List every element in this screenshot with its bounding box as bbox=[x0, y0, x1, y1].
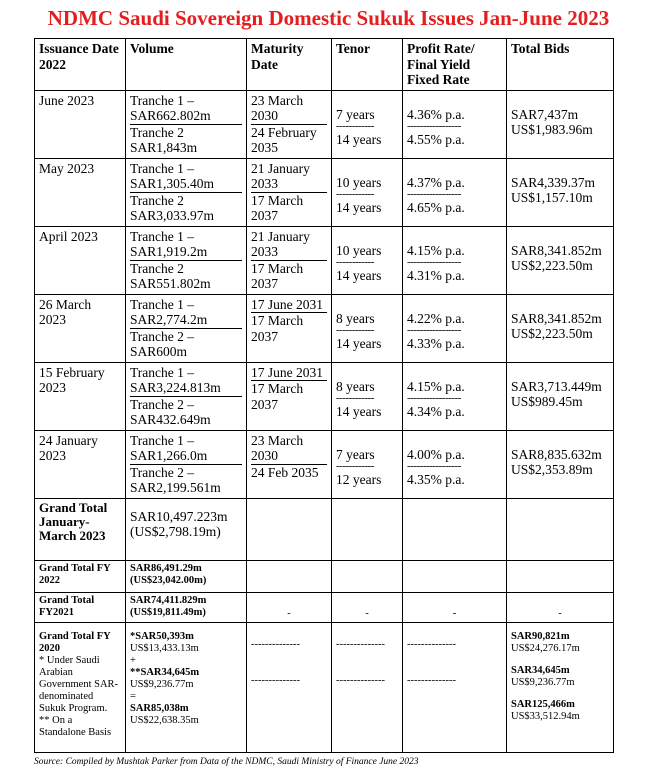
table-row bbox=[35, 430, 614, 498]
dash-line: -------------- bbox=[251, 674, 300, 686]
grand-total-2022-label: Grand Total FY 2022 bbox=[35, 560, 126, 592]
page-title: NDMC Saudi Sovereign Domestic Sukuk Issues Jan-June 2023 bbox=[47, 6, 610, 30]
volume-cell bbox=[126, 430, 247, 498]
grand-total-2020-label: Grand Total FY 2020 bbox=[39, 630, 111, 654]
volume-cell bbox=[126, 226, 247, 294]
dash-line: -------------- bbox=[251, 638, 300, 650]
profit-rate-cell bbox=[403, 90, 507, 158]
grand-total-2021-row bbox=[35, 592, 614, 622]
issuance-date: April 2023 bbox=[35, 226, 126, 294]
issuance-date: 24 January 2023 bbox=[35, 430, 126, 498]
grand-total-q1-value bbox=[126, 498, 247, 560]
profit-rate-cell bbox=[403, 430, 507, 498]
grand-total-2020-v2-sar: **SAR34,645m bbox=[130, 666, 200, 678]
maturity-cell bbox=[247, 362, 332, 430]
grand-total-2020-v1-sar: *SAR50,393m bbox=[130, 630, 194, 642]
grand-total-2021-maturity-dash: - bbox=[247, 592, 332, 622]
tranche-1-tenor: 10 years bbox=[336, 174, 382, 190]
tranche-1-rate: 4.37% p.a. bbox=[407, 174, 465, 190]
total-bids-usd: US$2,353.89m bbox=[511, 462, 593, 477]
grand-total-2022-value bbox=[126, 560, 247, 592]
tranche-2-tenor: 14 years bbox=[336, 268, 382, 283]
total-bids-cell bbox=[507, 362, 614, 430]
grand-total-2020-b1-sar: SAR90,821m bbox=[511, 630, 570, 642]
table-row bbox=[35, 294, 614, 362]
total-bids-usd: US$2,223.50m bbox=[511, 326, 593, 341]
profit-rate-cell bbox=[403, 226, 507, 294]
grand-total-2020-b1-usd: US$24,276.17m bbox=[511, 642, 580, 654]
tranche-2-rate: 4.65% p.a. bbox=[407, 200, 465, 215]
tranche-2-volume: Tranche 2 SAR3,033.97m bbox=[130, 192, 215, 223]
separator-line: ----------------- bbox=[407, 460, 461, 472]
tranche-1-maturity: 23 March 2030 bbox=[251, 93, 327, 125]
tenor-cell bbox=[332, 294, 403, 362]
grand-total-2020-plus: + bbox=[130, 654, 136, 666]
grand-total-q1-sar: SAR10,497.223m bbox=[130, 508, 228, 524]
total-bids-sar: SAR7,437m bbox=[511, 106, 579, 122]
grand-total-2021-sar: SAR74,411.829m bbox=[130, 594, 207, 606]
tranche-1-rate: 4.15% p.a. bbox=[407, 378, 465, 394]
maturity-cell bbox=[247, 294, 332, 362]
grand-total-2021-label: Grand Total FY2021 bbox=[35, 592, 126, 622]
table-row bbox=[35, 158, 614, 226]
issuance-date: 26 March 2023 bbox=[35, 294, 126, 362]
grand-total-2020-b3-usd: US$33,512.94m bbox=[511, 710, 580, 722]
grand-total-2020-b3-sar: SAR125,466m bbox=[511, 698, 575, 710]
tranche-1-volume: Tranche 1 – SAR3,224.813m bbox=[130, 365, 242, 397]
grand-total-2020-label-cell bbox=[35, 622, 126, 752]
header-profit-rate: Profit Rate/ Final Yield Fixed Rate bbox=[403, 39, 507, 91]
grand-total-2020-rate bbox=[403, 622, 507, 752]
total-bids-cell bbox=[507, 90, 614, 158]
volume-cell bbox=[126, 294, 247, 362]
tranche-1-maturity: 23 March 2030 bbox=[251, 433, 327, 465]
grand-total-2022-row bbox=[35, 560, 614, 592]
separator-line: ----------------- bbox=[407, 392, 461, 404]
grand-total-2020-note2: ** On a Standalone Basis bbox=[39, 714, 112, 738]
tranche-2-tenor: 14 years bbox=[336, 404, 382, 419]
profit-rate-cell bbox=[403, 294, 507, 362]
tranche-1-volume: Tranche 1 – SAR2,774.2m bbox=[130, 297, 242, 329]
table-row bbox=[35, 362, 614, 430]
tranche-1-tenor: 7 years bbox=[336, 106, 375, 122]
tranche-2-rate: 4.34% p.a. bbox=[407, 404, 465, 419]
tranche-2-maturity: 24 Feb 2035 bbox=[251, 464, 319, 480]
tenor-cell bbox=[332, 90, 403, 158]
tenor-cell bbox=[332, 158, 403, 226]
tenor-cell bbox=[332, 362, 403, 430]
dash-line: -------------- bbox=[407, 674, 456, 686]
tranche-2-rate: 4.33% p.a. bbox=[407, 336, 465, 351]
dash-line: -------------- bbox=[336, 674, 385, 686]
volume-cell bbox=[126, 158, 247, 226]
profit-rate-cell bbox=[403, 158, 507, 226]
table-row bbox=[35, 90, 614, 158]
tranche-1-rate: 4.15% p.a. bbox=[407, 242, 465, 258]
total-bids-cell bbox=[507, 226, 614, 294]
source-note: Source: Compiled by Mushtak Parker from Data of the NDMC, Saudi Ministry of Finance June 2023 bbox=[34, 757, 419, 767]
tranche-2-tenor: 14 years bbox=[336, 200, 382, 215]
tranche-2-rate: 4.31% p.a. bbox=[407, 268, 465, 283]
total-bids-sar: SAR8,341.852m bbox=[511, 242, 602, 258]
tranche-1-volume: Tranche 1 – SAR1,919.2m bbox=[130, 229, 242, 261]
maturity-cell bbox=[247, 226, 332, 294]
grand-total-2020-b2-usd: US$9,236.77m bbox=[511, 676, 575, 688]
grand-total-2020-bids bbox=[507, 622, 614, 752]
total-bids-usd: US$1,983.96m bbox=[511, 122, 593, 137]
dash-line: -------------- bbox=[407, 638, 456, 650]
grand-total-2020-v2-usd: US$9,236.77m bbox=[130, 678, 194, 690]
tranche-1-maturity: 21 January 2033 bbox=[251, 229, 327, 261]
tranche-2-maturity: 17 March 2037 bbox=[251, 313, 304, 344]
separator-line: ------------ bbox=[336, 120, 374, 132]
total-bids-usd: US$989.45m bbox=[511, 394, 583, 409]
maturity-cell bbox=[247, 90, 332, 158]
grand-total-2020-note1: * Under Saudi Arabian Government SAR-denominated Sukuk Program. bbox=[39, 654, 119, 714]
header-tenor: Tenor bbox=[332, 39, 403, 91]
grand-total-2020-v1-usd: US$13,433.13m bbox=[130, 642, 199, 654]
grand-total-2021-tenor-dash: - bbox=[332, 592, 403, 622]
header-total-bids: Total Bids bbox=[507, 39, 614, 91]
issuance-date: June 2023 bbox=[35, 90, 126, 158]
total-bids-cell bbox=[507, 430, 614, 498]
tranche-1-tenor: 8 years bbox=[336, 310, 375, 326]
grand-total-2020-v3-usd: US$22,638.35m bbox=[130, 714, 199, 726]
tranche-2-maturity: 17 March 2037 bbox=[251, 381, 304, 412]
total-bids-cell bbox=[507, 294, 614, 362]
tranche-2-volume: Tranche 2 SAR551.802m bbox=[130, 260, 211, 291]
tranche-1-maturity: 17 June 2031 bbox=[251, 297, 327, 314]
tranche-2-volume: Tranche 2 – SAR600m bbox=[130, 328, 194, 359]
issuance-date: 15 February 2023 bbox=[35, 362, 126, 430]
tranche-1-rate: 4.22% p.a. bbox=[407, 310, 465, 326]
total-bids-sar: SAR8,835.632m bbox=[511, 446, 602, 462]
tranche-1-volume: Tranche 1 – SAR1,305.40m bbox=[130, 161, 242, 193]
separator-line: ----------------- bbox=[407, 188, 461, 200]
tranche-2-rate: 4.55% p.a. bbox=[407, 132, 465, 147]
grand-total-2020-eq: = bbox=[130, 690, 136, 702]
tenor-cell bbox=[332, 226, 403, 294]
tranche-2-tenor: 14 years bbox=[336, 132, 382, 147]
tranche-1-volume: Tranche 1 – SAR1,266.0m bbox=[130, 433, 242, 465]
tranche-2-volume: Tranche 2 – SAR2,199.561m bbox=[130, 464, 221, 495]
tranche-1-rate: 4.00% p.a. bbox=[407, 446, 465, 462]
tranche-2-maturity: 17 March 2037 bbox=[251, 260, 304, 291]
grand-total-2021-bids-dash: - bbox=[507, 592, 614, 622]
grand-total-q1-row bbox=[35, 498, 614, 560]
grand-total-2021-rate-dash: - bbox=[403, 592, 507, 622]
tranche-2-rate: 4.35% p.a. bbox=[407, 472, 465, 487]
total-bids-usd: US$2,223.50m bbox=[511, 258, 593, 273]
separator-line: ----------------- bbox=[407, 324, 461, 336]
header-issuance-date: Issuance Date 2022 bbox=[35, 39, 126, 91]
tranche-1-maturity: 17 June 2031 bbox=[251, 365, 327, 382]
tranche-1-maturity: 21 January 2033 bbox=[251, 161, 327, 193]
grand-total-2020-b2-sar: SAR34,645m bbox=[511, 664, 570, 676]
profit-rate-cell bbox=[403, 362, 507, 430]
separator-line: ------------ bbox=[336, 460, 374, 472]
grand-total-2020-value bbox=[126, 622, 247, 752]
total-bids-cell bbox=[507, 158, 614, 226]
dash-line: -------------- bbox=[336, 638, 385, 650]
separator-line: ------------ bbox=[336, 392, 374, 404]
volume-cell bbox=[126, 90, 247, 158]
tranche-2-tenor: 14 years bbox=[336, 336, 382, 351]
grand-total-2020-row bbox=[35, 622, 614, 752]
separator-line: ------------ bbox=[336, 324, 374, 336]
total-bids-sar: SAR4,339.37m bbox=[511, 174, 596, 190]
grand-total-q1-label: Grand Total January-March 2023 bbox=[35, 498, 126, 560]
tranche-2-maturity: 17 March 2037 bbox=[251, 192, 304, 223]
maturity-cell bbox=[247, 430, 332, 498]
total-bids-sar: SAR3,713.449m bbox=[511, 378, 602, 394]
tranche-1-tenor: 8 years bbox=[336, 378, 375, 394]
header-volume: Volume bbox=[126, 39, 247, 91]
volume-cell bbox=[126, 362, 247, 430]
table-row bbox=[35, 226, 614, 294]
separator-line: ------------ bbox=[336, 256, 374, 268]
tranche-1-tenor: 7 years bbox=[336, 446, 375, 462]
grand-total-2020-maturity bbox=[247, 622, 332, 752]
separator-line: ------------ bbox=[336, 188, 374, 200]
separator-line: ----------------- bbox=[407, 256, 461, 268]
maturity-cell bbox=[247, 158, 332, 226]
tranche-2-volume: Tranche 2 SAR1,843m bbox=[130, 124, 198, 155]
total-bids-usd: US$1,157.10m bbox=[511, 190, 593, 205]
grand-total-2020-tenor bbox=[332, 622, 403, 752]
tranche-2-volume: Tranche 2 – SAR432.649m bbox=[130, 396, 211, 427]
tranche-1-rate: 4.36% p.a. bbox=[407, 106, 465, 122]
grand-total-2020-v3-sar: SAR85,038m bbox=[130, 702, 189, 714]
grand-total-2021-usd: (US$19,811.49m) bbox=[130, 606, 206, 618]
tranche-2-maturity: 24 February 2035 bbox=[251, 124, 317, 155]
tranche-1-tenor: 10 years bbox=[336, 242, 382, 258]
grand-total-q1-usd: (US$2,798.19m) bbox=[130, 524, 221, 539]
tranche-1-volume: Tranche 1 – SAR662.802m bbox=[130, 93, 242, 125]
grand-total-2022-sar: SAR86,491.29m bbox=[130, 562, 202, 574]
header-maturity-date: Maturity Date bbox=[247, 39, 332, 91]
issuance-date: May 2023 bbox=[35, 158, 126, 226]
tenor-cell bbox=[332, 430, 403, 498]
grand-total-2022-usd: (US$23,042.00m) bbox=[130, 574, 207, 586]
separator-line: ----------------- bbox=[407, 120, 461, 132]
header-row bbox=[35, 39, 614, 91]
total-bids-sar: SAR8,341.852m bbox=[511, 310, 602, 326]
grand-total-2021-value bbox=[126, 592, 247, 622]
sukuk-issues-table bbox=[34, 38, 614, 753]
tranche-2-tenor: 12 years bbox=[336, 472, 382, 487]
